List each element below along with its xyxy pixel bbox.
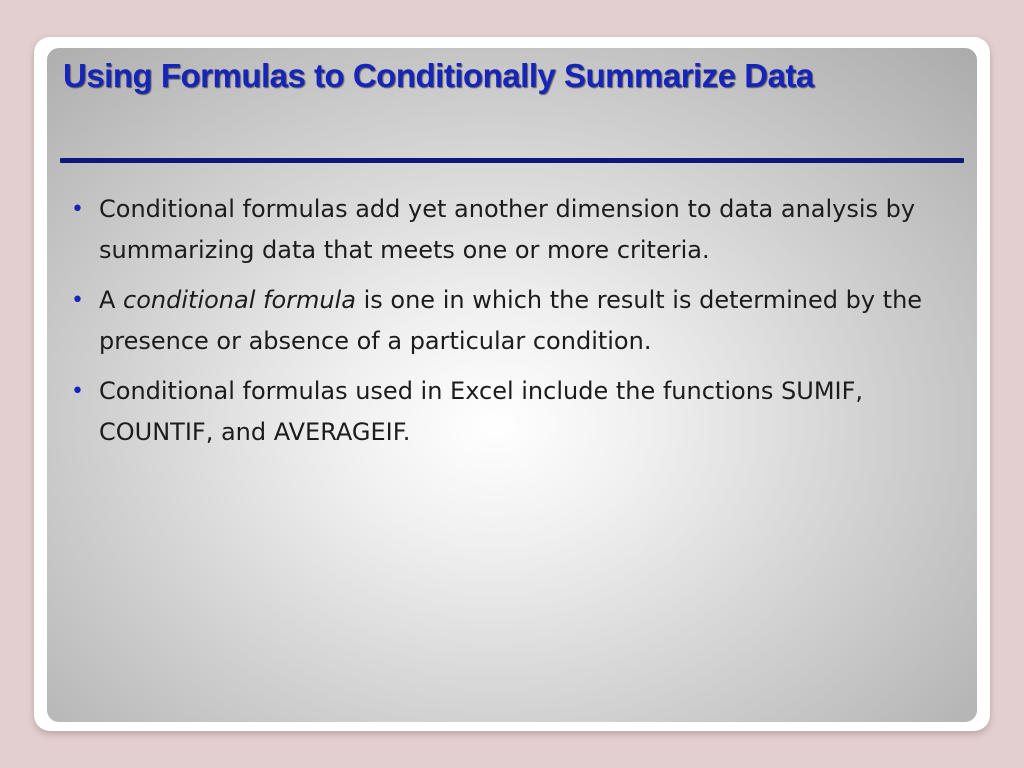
bullet-item-3 [67, 371, 947, 453]
bullet-text-1: Conditional formulas add yet another dimension to data analysis by summarizing data that meets one or more criteria. [99, 195, 916, 264]
bullet-item-2 [67, 280, 947, 362]
slide-panel [47, 48, 977, 722]
bullet-dot-icon: • [71, 288, 84, 313]
bullet-dot-icon: • [71, 197, 84, 222]
title-divider [60, 158, 964, 163]
bullet-text-2-suffix: is one in which the result is determined by the presence or absence of a particular condition. [99, 286, 923, 355]
bullet-text-3: Conditional formulas used in Excel include the functions SUMIF, COUNTIF, and AVERAGEIF. [99, 377, 864, 446]
term-conditional-formula: conditional formula [123, 286, 356, 314]
slide-title: Using Formulas to Conditionally Summarize Data [63, 57, 814, 94]
bullet-item-1 [67, 189, 947, 271]
bullet-dot-icon: • [71, 379, 84, 404]
slide-frame [34, 37, 990, 731]
bullet-text-2-prefix: A [99, 286, 124, 314]
bullet-list [67, 189, 947, 462]
